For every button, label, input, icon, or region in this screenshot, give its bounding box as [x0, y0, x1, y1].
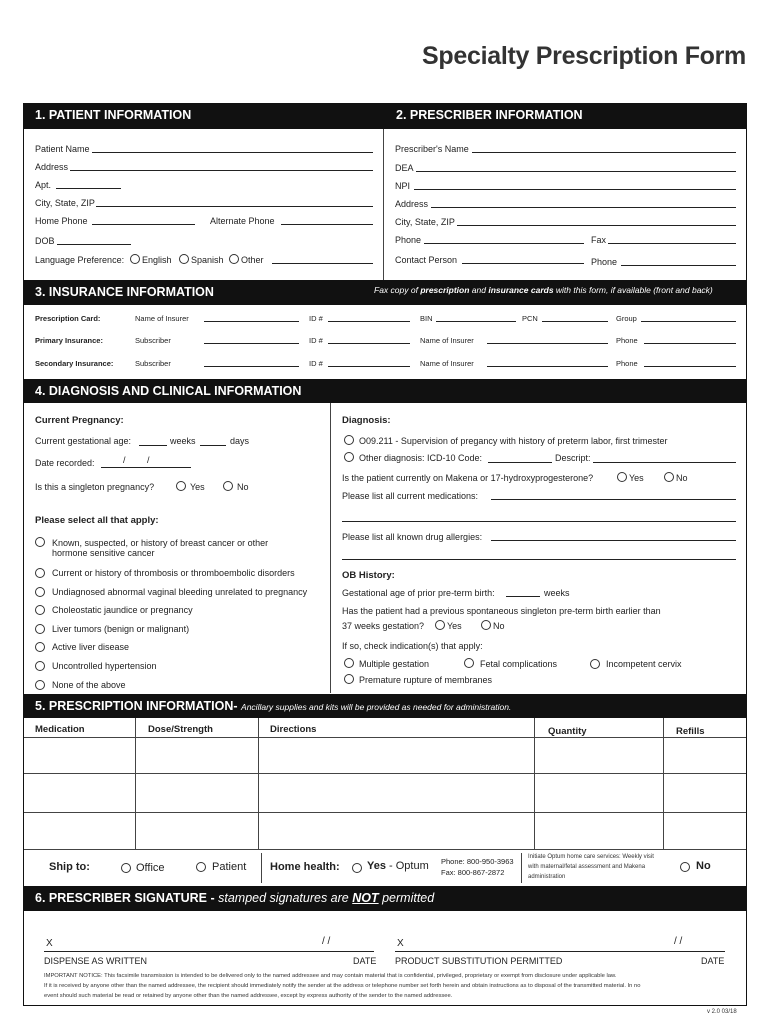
rx-card-label: Prescription Card:	[35, 314, 101, 323]
condition-radio-6[interactable]	[35, 642, 45, 652]
current-pregnancy-label: Current Pregnancy:	[35, 415, 124, 426]
secondary-insurer-label: Name of Insurer	[420, 359, 474, 368]
home-health-yes-radio[interactable]	[352, 863, 362, 873]
prev-yes-radio[interactable]	[435, 620, 445, 630]
col-refills: Refills	[676, 726, 705, 737]
signature-date-1: / /	[322, 936, 331, 947]
condition-label-4: Choleostatic jaundice or pregnancy	[52, 605, 193, 615]
secondary-id-label: ID #	[309, 359, 323, 368]
section-1-2-header	[24, 104, 746, 129]
apt-field[interactable]	[56, 188, 121, 189]
fax-label: Fax	[591, 235, 607, 245]
multiple-label: Multiple gestation	[359, 659, 430, 669]
address-field[interactable]	[70, 170, 373, 171]
english-label: English	[142, 255, 172, 265]
descript-field[interactable]	[593, 462, 736, 463]
date-recorded-label: Date recorded:	[35, 458, 95, 468]
multiple-radio[interactable]	[344, 658, 354, 668]
contact-field[interactable]	[462, 263, 584, 264]
makena-yes-radio[interactable]	[617, 472, 627, 482]
spanish-label: Spanish	[191, 255, 224, 265]
patient-name-label: Patient Name	[35, 144, 90, 154]
incompetent-label: Incompetent cervix	[606, 659, 682, 669]
ship-patient-radio[interactable]	[196, 862, 206, 872]
other-language-field[interactable]	[272, 263, 373, 264]
signature-substitution-field[interactable]	[395, 951, 725, 952]
secondary-label: Secondary Insurance:	[35, 359, 114, 368]
dx2-radio[interactable]	[344, 452, 354, 462]
prescriber-address-field[interactable]	[431, 207, 736, 208]
rx-insurer-label: Name of Insurer	[135, 314, 189, 323]
substitution-date-label: DATE	[701, 956, 725, 966]
group-label: Group	[616, 314, 637, 323]
allergies-field-2[interactable]	[342, 559, 736, 560]
secondary-subscriber-field[interactable]	[204, 366, 299, 367]
primary-insurer-label: Name of Insurer	[420, 336, 474, 345]
prescriber-name-label: Prescriber's Name	[395, 144, 469, 154]
prescriber-name-field[interactable]	[472, 152, 736, 153]
ship-office-radio[interactable]	[121, 863, 131, 873]
condition-radio-5[interactable]	[35, 624, 45, 634]
date-slash-1: /	[123, 455, 126, 465]
section-2-title: 2. PRESCRIBER INFORMATION	[396, 108, 583, 122]
form-frame	[23, 103, 747, 1006]
dx1-label: O09.211 - Supervision of pregancy with history of preterm labor, first trimester	[359, 436, 668, 446]
prescriber-city-field[interactable]	[457, 225, 736, 226]
city-field[interactable]	[96, 206, 373, 207]
premature-label: Premature rupture of membranes	[359, 675, 493, 685]
secondary-phone-field[interactable]	[644, 366, 736, 367]
contact-label: Contact Person	[395, 255, 458, 265]
condition-label-1b: hormone sensitive cancer	[52, 548, 155, 558]
home-health-label: Home health:	[270, 861, 340, 873]
gest-prior-weeks: weeks	[544, 588, 570, 598]
condition-label-8: None of the above	[52, 680, 126, 690]
gest-prior-label: Gestational age of prior pre-term birth:	[342, 588, 495, 598]
signature-date-2: / /	[674, 936, 683, 947]
primary-subscriber-field[interactable]	[204, 343, 299, 344]
col-directions: Directions	[270, 724, 317, 735]
condition-radio-4[interactable]	[35, 605, 45, 615]
icd-code-field[interactable]	[488, 462, 552, 463]
date-slash-2: /	[147, 455, 150, 465]
prescriber-phone-label: Phone	[395, 235, 422, 245]
prev-no-radio[interactable]	[481, 620, 491, 630]
primary-subscriber-label: Subscriber	[135, 336, 171, 345]
descript-label: Descript:	[555, 453, 591, 463]
fetal-radio[interactable]	[464, 658, 474, 668]
group-field[interactable]	[641, 321, 736, 322]
gest-prior-field[interactable]	[506, 596, 540, 597]
gest-age-label: Current gestational age:	[35, 436, 132, 446]
condition-radio-7[interactable]	[35, 661, 45, 671]
secondary-phone-label: Phone	[616, 359, 638, 368]
section-3-title: 3. INSURANCE INFORMATION	[35, 285, 214, 299]
singleton-no-label: No	[237, 482, 249, 492]
insurance-note: Fax copy of prescription and insurance cards with this form, if available (front and back)	[374, 285, 713, 295]
col-quantity: Quantity	[548, 726, 587, 737]
primary-id-field[interactable]	[328, 343, 410, 344]
alt-phone-field[interactable]	[281, 224, 373, 225]
pcn-field[interactable]	[542, 321, 608, 322]
section-3-header	[24, 280, 746, 305]
prev-no-label: No	[493, 621, 505, 631]
singleton-yes-radio[interactable]	[176, 481, 186, 491]
spanish-radio[interactable]	[179, 254, 189, 264]
apt-label: Apt.	[35, 180, 52, 190]
primary-label: Primary Insurance:	[35, 336, 103, 345]
initiate-text-1: Initiate Optum home care services: Weekly visit	[528, 854, 654, 860]
notice-line-1: IMPORTANT NOTICE: This facsimile transmission is intended to be delivered only to the named addressee and may contain material that is confidential, privileged, proprietary or exempt from disclosure under applicable law.	[44, 973, 617, 979]
primary-id-label: ID #	[309, 336, 323, 345]
english-radio[interactable]	[130, 254, 140, 264]
ob-history-label: OB History:	[342, 570, 395, 581]
notice-line-3: event should such material be read or retained by anyone other than the named addressee, except by express authority of the sender to the named addressee.	[44, 993, 453, 999]
ship-to-label: Ship to:	[49, 861, 90, 873]
makena-label: Is the patient currently on Makena or 17-hydroxyprogesterone?	[342, 473, 594, 483]
condition-label-5: Liver tumors (benign or malignant)	[52, 624, 190, 634]
weeks-label: weeks	[170, 436, 196, 446]
fax-field[interactable]	[608, 243, 736, 244]
home-phone-label: Home Phone	[35, 216, 88, 226]
condition-radio-2[interactable]	[35, 568, 45, 578]
substitution-label: PRODUCT SUBSTITUTION PERMITTED	[395, 956, 563, 966]
condition-label-7: Uncontrolled hypertension	[52, 661, 157, 671]
section-4-title: 4. DIAGNOSIS AND CLINICAL INFORMATION	[35, 384, 302, 398]
days-label: days	[230, 436, 250, 446]
npi-field[interactable]	[414, 189, 736, 190]
contact-phone-field[interactable]	[621, 265, 736, 266]
dea-field[interactable]	[416, 171, 736, 172]
dob-label: DOB	[35, 236, 55, 246]
premature-radio[interactable]	[344, 674, 354, 684]
meds-field-2[interactable]	[342, 521, 736, 522]
makena-yes-label: Yes	[629, 473, 644, 483]
version-label: v 2.0 03/18	[707, 1009, 737, 1015]
yes-optum-label: Yes - Optum	[367, 860, 429, 872]
dispense-date-label: DATE	[353, 956, 377, 966]
npi-label: NPI	[395, 181, 411, 191]
secondary-subscriber-label: Subscriber	[135, 359, 171, 368]
pcn-label: PCN	[522, 314, 538, 323]
select-all-label: Please select all that apply:	[35, 515, 159, 526]
signature-x-1: X	[46, 938, 53, 949]
gest-weeks-field[interactable]	[139, 445, 167, 446]
singleton-label: Is this a singleton pregnancy?	[35, 482, 155, 492]
section-1-title: 1. PATIENT INFORMATION	[35, 108, 192, 122]
page-title: Specialty Prescription Form	[422, 42, 746, 70]
other-radio[interactable]	[229, 254, 239, 264]
alt-phone-label: Alternate Phone	[210, 216, 275, 226]
singleton-no-radio[interactable]	[223, 481, 233, 491]
contact-phone-label: Phone	[591, 257, 618, 267]
secondary-id-field[interactable]	[328, 366, 410, 367]
dx1-radio[interactable]	[344, 435, 354, 445]
section-6-header	[24, 886, 746, 911]
city-label: City, State, ZIP	[35, 198, 95, 208]
date-recorded-field[interactable]	[101, 467, 191, 468]
section-6-title: 6. PRESCRIBER SIGNATURE - stamped signatures are NOT permitted	[35, 891, 435, 905]
makena-no-label: No	[676, 473, 688, 483]
condition-radio-8[interactable]	[35, 680, 45, 690]
signature-x-2: X	[397, 938, 404, 949]
initiate-text-2: with maternal/fetal assessment and Makena	[528, 864, 646, 870]
rx-insurer-field[interactable]	[204, 321, 299, 322]
prev-q2-label: 37 weeks gestation?	[342, 621, 425, 631]
prev-q1-label: Has the patient had a previous spontaneous singleton pre-term birth earlier than	[342, 606, 661, 616]
meds-label: Please list all current medications:	[342, 491, 479, 501]
gest-days-field[interactable]	[200, 445, 226, 446]
allergies-label: Please list all known drug allergies:	[342, 532, 483, 542]
home-health-no-radio[interactable]	[680, 862, 690, 872]
dob-field[interactable]	[57, 244, 131, 245]
col-medication: Medication	[35, 724, 85, 735]
secondary-insurer-field[interactable]	[487, 366, 608, 367]
ship-office-label: Office	[136, 862, 165, 874]
primary-phone-label: Phone	[616, 336, 638, 345]
optum-fax: Fax: 800-867-2872	[441, 868, 505, 877]
diagnosis-label: Diagnosis:	[342, 415, 391, 426]
language-label: Language Preference:	[35, 255, 125, 265]
rx-id-label: ID #	[309, 314, 323, 323]
address-label: Address	[35, 162, 69, 172]
section-5-header	[24, 694, 746, 718]
condition-label-3: Undiagnosed abnormal vaginal bleeding unrelated to pregnancy	[52, 587, 308, 597]
notice-line-2: If it is received by anyone other than the named addressee, the recipient should immediately notify the sender at the address or telephone number set forth herein and obtain instructions as to disposal of the transmitted material. In no	[44, 983, 641, 989]
meds-field[interactable]	[491, 499, 736, 500]
section-5-title: 5. PRESCRIPTION INFORMATION- Ancillary supplies and kits will be provided as needed for administration.	[35, 699, 512, 713]
primary-insurer-field[interactable]	[487, 343, 608, 344]
other-label: Other	[241, 255, 264, 265]
signature-dispense-field[interactable]	[44, 951, 374, 952]
dispense-label: DISPENSE AS WRITTEN	[44, 956, 148, 966]
prescriber-phone-field[interactable]	[424, 243, 584, 244]
bin-label: BIN	[420, 314, 433, 323]
allergies-field[interactable]	[491, 540, 736, 541]
makena-no-radio[interactable]	[664, 472, 674, 482]
if-so-label: If so, check indication(s) that apply:	[342, 641, 483, 651]
condition-radio-3[interactable]	[35, 587, 45, 597]
condition-label-2: Current or history of thrombosis or thromboembolic disorders	[52, 568, 295, 578]
col-dose: Dose/Strength	[148, 724, 213, 735]
primary-phone-field[interactable]	[644, 343, 736, 344]
ship-patient-label: Patient	[212, 861, 247, 873]
rx-id-field[interactable]	[328, 321, 410, 322]
optum-phone: Phone: 800-950-3963	[441, 857, 514, 866]
condition-label-1: Known, suspected, or history of breast cancer or other	[52, 538, 269, 548]
dx2-label: Other diagnosis: ICD-10 Code:	[359, 453, 483, 463]
singleton-yes-label: Yes	[190, 482, 205, 492]
fetal-label: Fetal complications	[480, 659, 558, 669]
section-4-header	[24, 379, 746, 403]
incompetent-radio[interactable]	[590, 659, 600, 669]
bin-field[interactable]	[436, 321, 516, 322]
prev-yes-label: Yes	[447, 621, 462, 631]
initiate-text-3: administration	[528, 874, 566, 880]
patient-name-field[interactable]	[92, 152, 373, 153]
dea-label: DEA	[395, 163, 414, 173]
home-phone-field[interactable]	[92, 224, 195, 225]
prescriber-city-label: City, State, ZIP	[395, 217, 455, 227]
prescriber-address-label: Address	[395, 199, 429, 209]
condition-label-6: Active liver disease	[52, 642, 130, 652]
condition-radio-1[interactable]	[35, 537, 45, 547]
home-health-no-label: No	[696, 860, 711, 872]
